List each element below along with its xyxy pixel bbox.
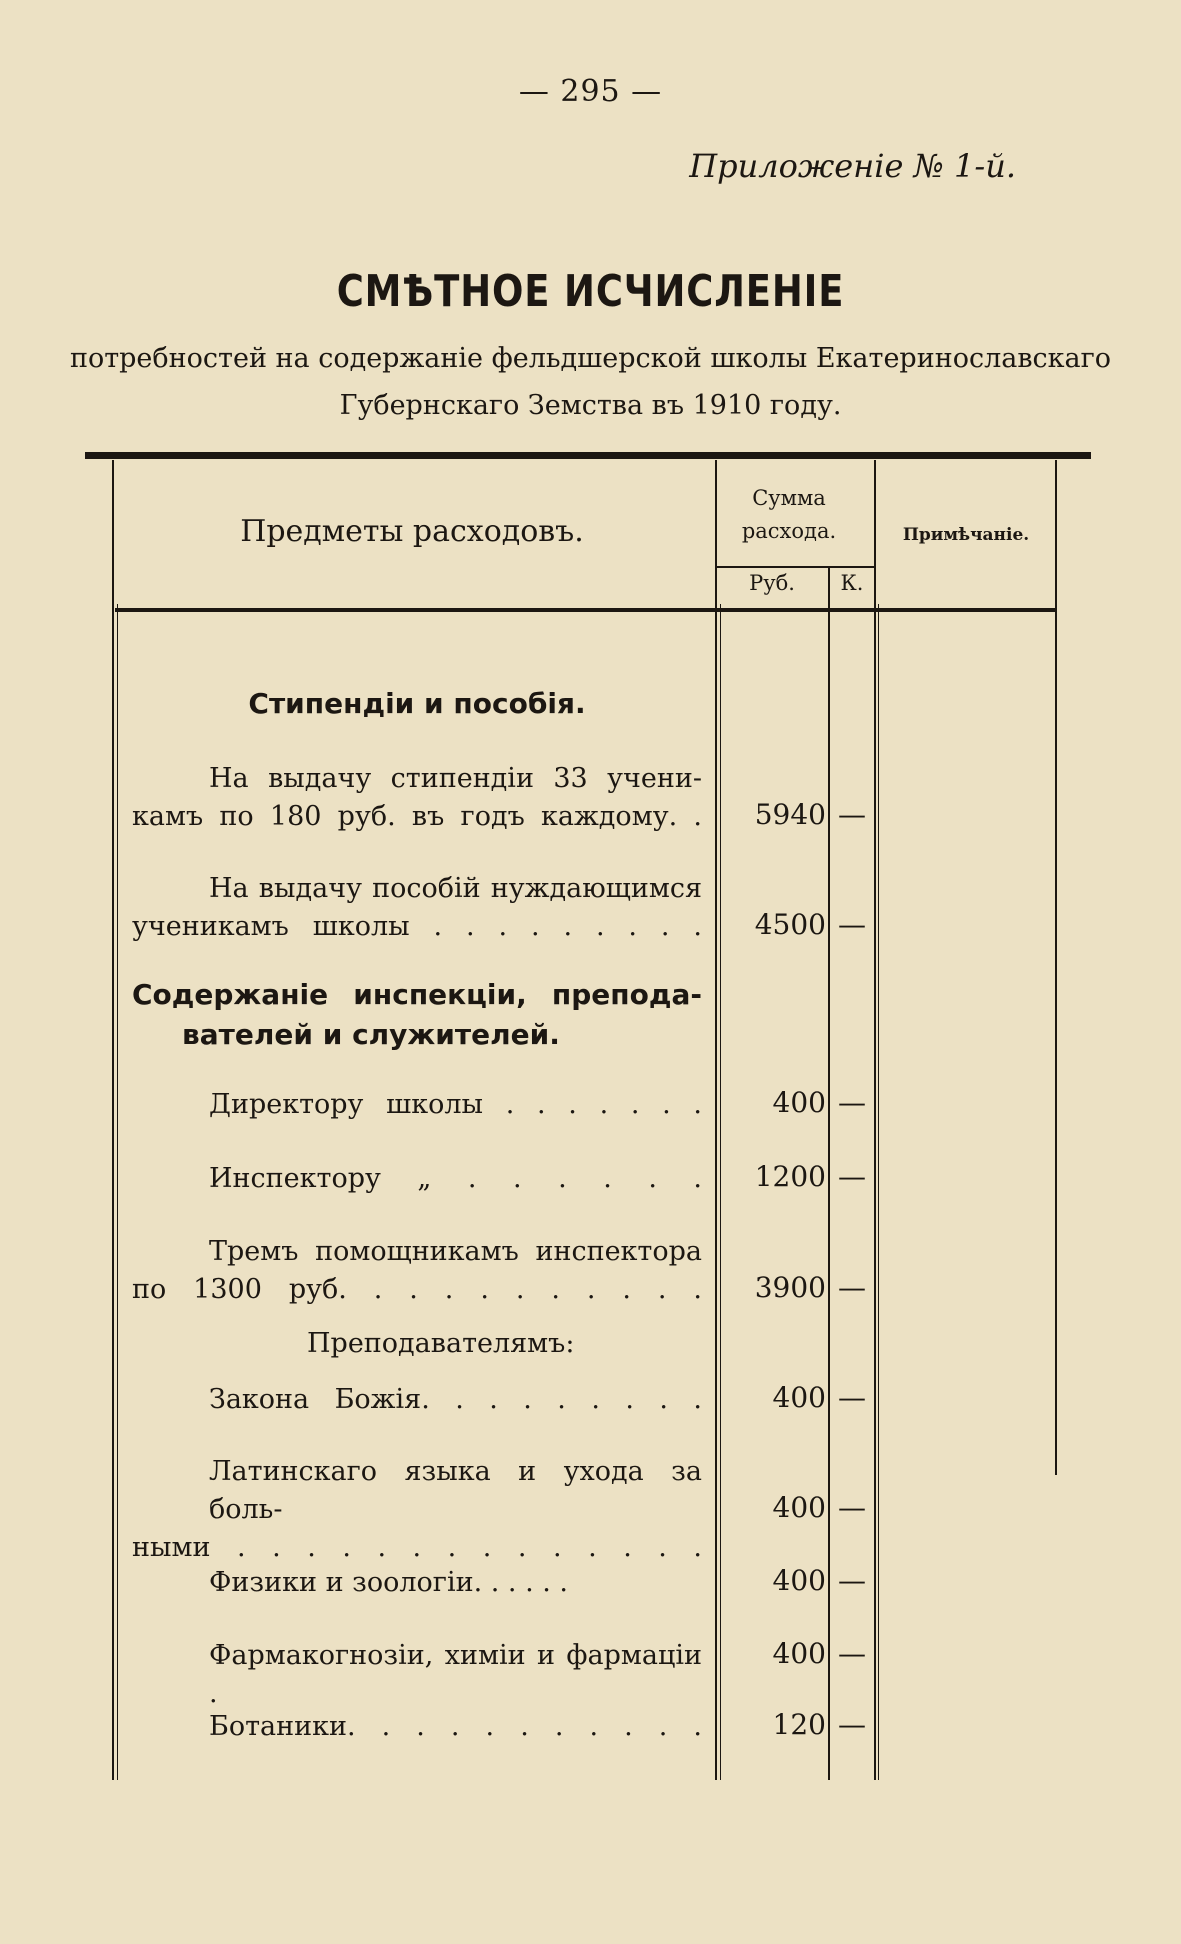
- table-left-outer-border: [117, 604, 118, 1780]
- table-row: [132, 1453, 702, 1567]
- section-heading-staff-line2: вателей и служителей.: [182, 1018, 560, 1051]
- amount-kop: —: [838, 798, 866, 831]
- row-text-line1: Фармакогнозіи, химіи и фармаціи .: [209, 1640, 702, 1709]
- row-text-line2: ными . . . . . . . . . . . . . .: [132, 1532, 702, 1563]
- amount-kop: —: [838, 1381, 866, 1414]
- row-text-line1: Закона Божія. . . . . . . . .: [209, 1384, 702, 1415]
- amount-kop: —: [838, 1086, 866, 1119]
- sum-subheader-rule: [716, 566, 874, 568]
- amount-rub: 400: [772, 1637, 826, 1670]
- row-text-line1: На выдачу стипендіи 33 учени-: [209, 763, 702, 794]
- amount-kop: —: [838, 1637, 866, 1670]
- column-header-kop: К.: [840, 571, 864, 595]
- table-row: [132, 1233, 702, 1309]
- column-header-note: Примѣчаніе.: [902, 525, 1030, 545]
- table-row: [132, 760, 702, 836]
- page-number: — 295 —: [518, 74, 663, 109]
- appendix-label: Приложеніе № 1-й.: [689, 147, 1016, 185]
- row-text-line1: Латинскаго языка и ухода за боль-: [209, 1456, 702, 1525]
- table-row: [132, 1637, 702, 1713]
- amount-rub: 5940: [754, 798, 826, 831]
- note-column-border: [874, 460, 876, 1780]
- table-row: [132, 870, 702, 946]
- amount-kop: —: [838, 1160, 866, 1193]
- row-text-line1: На выдачу пособій нуждающимся: [209, 873, 702, 904]
- table-top-rule: [85, 452, 1091, 459]
- subtitle-line-2: Губернскаго Земства въ 1910 году.: [339, 390, 842, 421]
- subtitle-line-1: потребностей на содержаніе фельдшерской школы Екатеринославскаго: [69, 343, 1112, 374]
- amount-kop: —: [838, 1491, 866, 1524]
- table-row: [132, 1086, 702, 1124]
- row-text-line2: камъ по 180 руб. въ годъ каждому. .: [132, 801, 702, 832]
- column-header-sum: Сумма расхода.: [741, 486, 837, 543]
- table-left-border: [112, 460, 114, 1780]
- column-header-rub: Руб.: [749, 571, 795, 595]
- document-title: СМѢТНОЕ ИСЧИСЛЕНІЕ: [336, 266, 845, 317]
- amount-kop: —: [838, 908, 866, 941]
- column-header-items: Предметы расходовъ.: [240, 514, 584, 549]
- section-heading-staff: [132, 975, 702, 1055]
- teachers-heading: Преподавателямъ:: [307, 1328, 575, 1359]
- row-text-line1: Физики и зоологіи. . . . . .: [209, 1567, 568, 1598]
- row-text-line1: Инспектору „ . . . . . .: [209, 1163, 702, 1194]
- table-right-border: [1055, 460, 1057, 1475]
- row-text-line2: по 1300 руб. . . . . . . . . . .: [132, 1274, 702, 1305]
- row-text-line1: Ботаники. . . . . . . . . . .: [209, 1711, 702, 1742]
- section-heading-stipends: Стипендіи и пособія.: [248, 687, 586, 720]
- amount-kop: —: [838, 1271, 866, 1304]
- amount-rub: 4500: [754, 908, 826, 941]
- kop-column-right-border: [878, 604, 879, 1780]
- amount-kop: —: [838, 1708, 866, 1741]
- table-row: [132, 1381, 702, 1419]
- row-text-line1: Тремъ помощникамъ инспектора: [209, 1236, 702, 1267]
- amount-rub: 120: [772, 1708, 826, 1741]
- row-text-line1: Директору школы . . . . . . .: [209, 1089, 702, 1120]
- amount-rub: 400: [772, 1086, 826, 1119]
- row-text-line2: ученикамъ школы . . . . . . . . .: [132, 911, 702, 942]
- table-row: [132, 1708, 702, 1746]
- header-bottom-rule: [115, 608, 1055, 612]
- amount-rub: 400: [772, 1491, 826, 1524]
- table-row: [132, 1564, 702, 1602]
- amount-rub: 1200: [754, 1160, 826, 1193]
- section-heading-staff-line1: Содержаніе инспекціи, препода-: [132, 978, 702, 1011]
- amount-rub: 400: [772, 1381, 826, 1414]
- amount-rub: 400: [772, 1564, 826, 1597]
- amount-kop: —: [838, 1564, 866, 1597]
- amount-rub: 3900: [754, 1271, 826, 1304]
- table-row: [132, 1160, 702, 1198]
